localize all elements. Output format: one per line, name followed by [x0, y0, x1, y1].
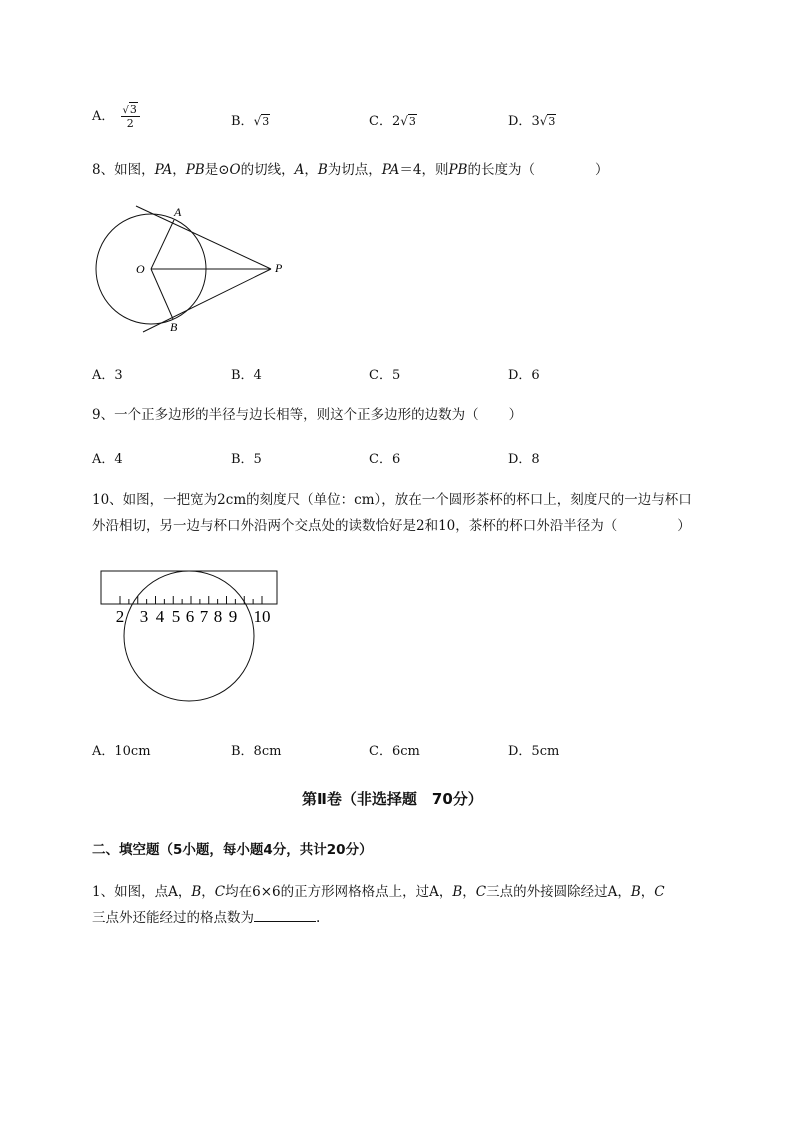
- part2-title: 第Ⅱ卷（非选择题 70分）: [302, 790, 483, 808]
- q10-option-a: A．10cm: [92, 744, 151, 759]
- label-a: A: [174, 205, 182, 219]
- text: ，: [201, 884, 215, 900]
- text: ，: [304, 162, 318, 178]
- text: 的长度为（: [467, 162, 535, 178]
- text: ，: [462, 884, 476, 900]
- option-letter: C．: [369, 114, 392, 129]
- q9-option-d: D．8: [508, 452, 540, 467]
- section2-heading: 二、填空题（5小题，每小题4分，共计20分）: [92, 842, 373, 858]
- q9-stem: [92, 403, 522, 423]
- q9-option-c: C．6: [369, 452, 401, 467]
- option-letter: A．: [92, 109, 115, 124]
- text: PB: [185, 162, 205, 178]
- q9-option-a: A．4: [92, 452, 123, 467]
- radicand: 3: [262, 115, 270, 128]
- radicand: 3: [408, 115, 416, 128]
- text: ，: [172, 162, 186, 178]
- text: 均在6×6的正方形网格格点上，过A，: [225, 884, 453, 900]
- q10-ruler-figure: [98, 566, 284, 708]
- ruler-tick-label: 9: [228, 607, 238, 626]
- q8-stem: [92, 158, 608, 178]
- text: ，: [640, 884, 655, 900]
- text: 1、如图，点A，: [92, 884, 192, 900]
- q10-stem-line1: 10、如图，一把宽为2cm的刻度尺（单位：cm），放在一个圆形茶杯的杯口上，刻度尺的一边与杯口: [92, 492, 692, 508]
- text: 为切点，: [327, 162, 382, 178]
- q8-tangent-figure: [88, 200, 298, 340]
- label-o: O: [136, 262, 145, 276]
- q8-option-c: C．5: [369, 368, 401, 383]
- q8-option-a: A．3: [92, 368, 123, 383]
- option-letter: D．: [508, 114, 532, 129]
- text: 的切线，: [240, 162, 295, 178]
- tangent-line-pb: [143, 269, 271, 332]
- ruler-tick-label: 8: [213, 607, 223, 626]
- text: PB: [448, 162, 468, 178]
- radicand: 3: [129, 103, 137, 116]
- q8-option-d: D．6: [508, 368, 540, 383]
- q10-option-d: D．5cm: [508, 744, 560, 759]
- label-b: B: [170, 320, 178, 334]
- text: B: [452, 884, 463, 900]
- q10-stem-line2: [92, 514, 691, 534]
- coefficient: 2: [391, 114, 401, 129]
- text: O: [229, 162, 241, 178]
- ruler-tick-label: 5: [171, 607, 181, 626]
- text: C: [214, 884, 226, 900]
- tangent-line-pa: [136, 206, 271, 269]
- text: B: [317, 162, 328, 178]
- ruler: [101, 571, 277, 604]
- text: ）: [508, 407, 523, 423]
- ruler-tick-label: 7: [199, 607, 209, 626]
- text: C: [654, 884, 665, 900]
- text: 9、一个正多边形的半径与边长相等，则这个正多边形的边数为（: [92, 407, 479, 423]
- ruler-tick-labels: [116, 607, 271, 626]
- q10-option-b: B．8cm: [231, 744, 282, 759]
- text: ）: [594, 162, 609, 178]
- ruler-tick-label: 2: [115, 607, 125, 626]
- q9-option-b: B．5: [231, 452, 262, 467]
- answer-blank[interactable]: [254, 909, 316, 922]
- text: 三点的外接圆除经过A，: [486, 884, 631, 900]
- ruler-tick-label: 4: [155, 607, 165, 626]
- fill1-line2: [92, 906, 320, 926]
- coefficient: 3: [531, 114, 540, 129]
- text: 8、如图，: [92, 162, 155, 178]
- label-p: P: [275, 261, 283, 275]
- text: PA: [154, 162, 173, 178]
- q7-option-a: [92, 103, 140, 130]
- text: B: [630, 884, 641, 900]
- text: A: [294, 162, 305, 178]
- text: 三点外还能经过的格点数为: [92, 910, 254, 926]
- radius-ob: [151, 269, 173, 319]
- text: .: [316, 910, 321, 926]
- denominator: 2: [126, 117, 134, 130]
- text: 外沿相切，另一边与杯口外沿两个交点处的读数恰好是2和10，茶杯的杯口外沿半径为（: [92, 518, 618, 534]
- fill1-line1: [92, 880, 665, 900]
- fraction: $\frac{√3}{2}$: [121, 103, 140, 130]
- option-letter: B．: [231, 114, 254, 129]
- text: B: [191, 884, 202, 900]
- text: 是⊙: [204, 162, 230, 178]
- q10-option-c: C．6cm: [369, 744, 420, 759]
- q7-option-d: D．3√3: [508, 114, 556, 129]
- ruler-tick-label: 6: [185, 607, 195, 626]
- radius-oa: [151, 220, 174, 269]
- radicand: 3: [548, 115, 556, 128]
- text: PA: [381, 162, 400, 178]
- ruler-tick-label: 3: [139, 607, 149, 626]
- text: ＝4，则: [399, 162, 449, 178]
- text: C: [475, 884, 487, 900]
- q8-option-b: B．4: [231, 368, 262, 383]
- q7-option-c: C．2√3: [369, 114, 416, 129]
- q7-option-b: B．√3: [231, 114, 270, 129]
- text: ）: [677, 518, 691, 534]
- ruler-tick-label: 10: [253, 607, 271, 626]
